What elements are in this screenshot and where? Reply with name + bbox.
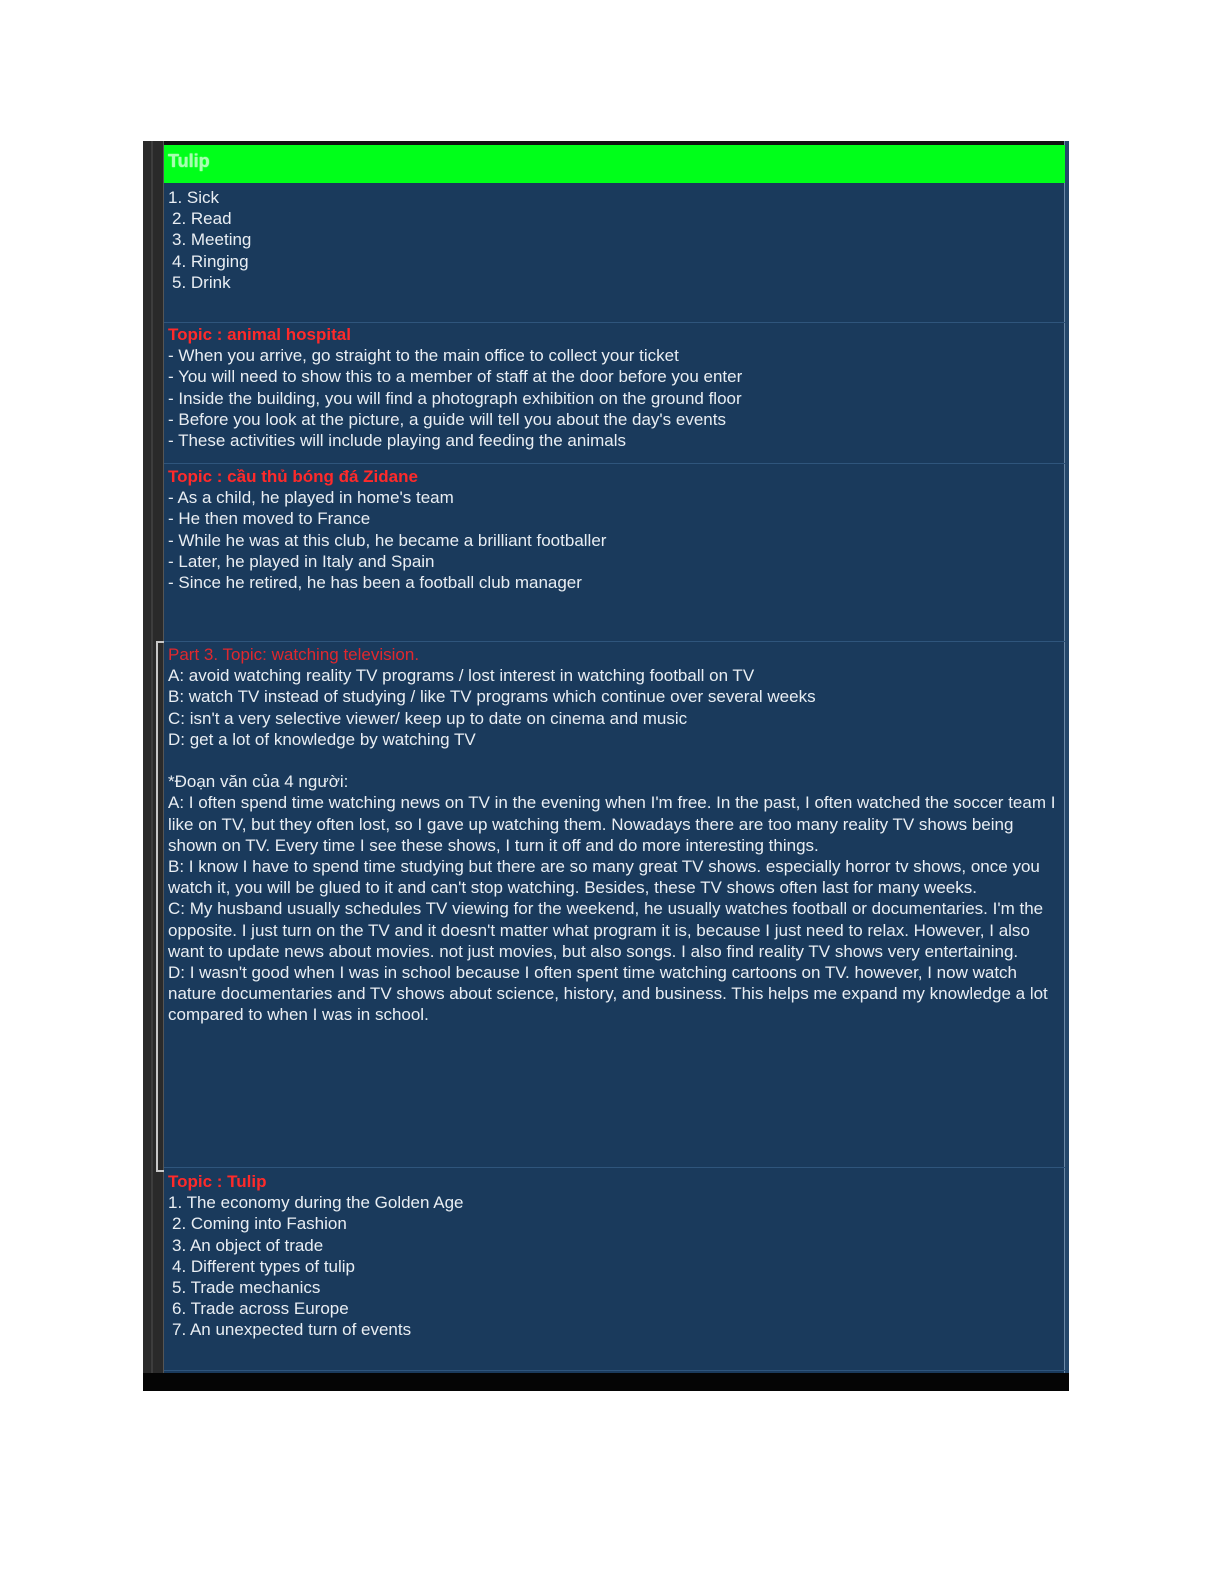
list-item: - While he was at this club, he became a brilliant footballer <box>168 530 607 550</box>
list-item: - When you arrive, go straight to the main office to collect your ticket <box>168 346 679 366</box>
header-title: Tulip <box>168 151 210 171</box>
list-item: 4. Different types of tulip <box>172 1256 356 1276</box>
topic-heading: Part 3. Topic: watching television. <box>168 645 420 664</box>
paragraph: A: I often spend time watching news on TV in the evening when I'm free. In the past, I often watched the soccer team I like on TV, but they often lost, so I gave up watching them. Nowadays there are too many reality TV shows being shown on TV. Every time I see these shows, I turn it off and do more interesting things. <box>168 793 1056 855</box>
paragraph: C: My husband usually schedules TV viewing for the weekend, he usually watches football or documentaries. I'm the opposite. I just turn on the TV and it doesn't matter what program it is, because I just need to relax. However, I also want to update news about movies. not just movies, but also songs. I also find reality TV shows very entertaining. <box>168 899 1044 961</box>
paragraphs-heading: *Đoạn văn của 4 người: <box>168 772 349 792</box>
list-item: 3. Meeting <box>172 230 252 250</box>
list-item: 5. Drink <box>172 272 231 292</box>
list-item: - You will need to show this to a member of staff at the door before you enter <box>168 367 743 387</box>
list-item: 2. Coming into Fashion <box>172 1214 347 1234</box>
list-item: - He then moved to France <box>168 509 371 529</box>
list-item: 5. Trade mechanics <box>172 1278 321 1298</box>
gutter-line <box>151 141 153 1391</box>
list-item: 1. Sick <box>168 188 220 207</box>
topic-heading: Topic : animal hospital <box>168 325 351 344</box>
option-item: B: watch TV instead of studying / like TV programs which continue over several weeks <box>168 687 816 707</box>
list-item: - Inside the building, you will find a photograph exhibition on the ground floor <box>168 388 742 408</box>
cell-tulip-topic[interactable] <box>164 1168 1065 1371</box>
list-item: - These activities will include playing and feeding the animals <box>168 431 626 451</box>
list-item: 2. Read <box>172 209 232 229</box>
list-item: - As a child, he played in home's team <box>168 488 454 508</box>
blank-line <box>168 750 1057 771</box>
list-item: 1. The economy during the Golden Age <box>168 1193 464 1213</box>
cell-animal-hospital[interactable] <box>164 323 1065 464</box>
row-group-bracket[interactable] <box>156 641 164 1172</box>
list-item: 3. An object of trade <box>172 1235 324 1255</box>
option-item: C: isn't a very selective viewer/ keep up to date on cinema and music <box>168 708 688 728</box>
option-item: D: get a lot of knowledge by watching TV <box>168 729 476 749</box>
paragraph: D: I wasn't good when I was in school because I often spent time watching cartoons on TV. however, I now watch nature documentaries and TV shows about science, history, and business. This helps me expand my knowledge a lot compared to when I was in school. <box>168 963 1048 1025</box>
list-item: 7. An unexpected turn of events <box>172 1320 412 1340</box>
option-item: A: avoid watching reality TV programs / lost interest in watching football on TV <box>168 666 755 686</box>
bottom-border <box>143 1373 1069 1391</box>
list-item: - Later, he played in Italy and Spain <box>168 551 435 571</box>
spreadsheet-screenshot <box>143 141 1069 1391</box>
header-bar <box>164 145 1065 183</box>
list-item: - Before you look at the picture, a guide will tell you about the day's events <box>168 409 726 429</box>
cell-tulip-list[interactable] <box>164 186 1065 323</box>
paragraph: B: I know I have to spend time studying but there are so many great TV shows. especially horror tv shows, once you watch it, you will be glued to it and can't stop watching. Besides, these TV shows often last for many weeks. <box>168 857 1040 898</box>
list-item: - Since he retired, he has been a football club manager <box>168 573 582 593</box>
topic-heading: Topic : cầu thủ bóng đá Zidane <box>168 467 418 486</box>
cell-part3[interactable] <box>164 642 1065 1168</box>
list-item: 6. Trade across Europe <box>172 1299 349 1319</box>
list-item: 4. Ringing <box>172 251 249 271</box>
cell-zidane[interactable] <box>164 464 1065 642</box>
topic-heading: Topic : Tulip <box>168 1172 267 1191</box>
